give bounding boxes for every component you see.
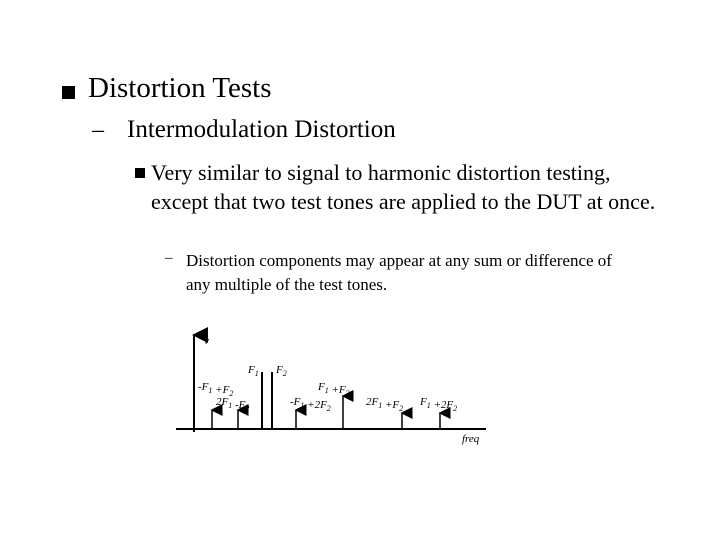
x-axis-label: freq [462, 433, 480, 445]
heading-distortion-tests: Distortion Tests [88, 72, 272, 104]
component-labels [198, 364, 457, 413]
component-label: $2F_1 +F_2$ [366, 396, 404, 413]
component-label: $-F_1 +F_2$ [198, 381, 234, 398]
bullet-text-similar: Very similar to signal to harmonic distortion testing, except that two test tones are applied to the DUT at once. [151, 160, 656, 214]
y-axis-label: v [204, 335, 209, 347]
component-label: $2F_1$ $-F_2$ [216, 396, 250, 413]
dash-bullet-icon: – [92, 117, 104, 143]
component-label: $F_1$ [248, 364, 259, 378]
component-label: $-F_1 +2F_2$ [290, 396, 331, 413]
component-label: $F_1 +2F_2$ [420, 396, 458, 413]
dash-bullet-icon: – [165, 250, 173, 266]
component-label: $F_1 +F_2$ [318, 381, 350, 398]
component-label: $F_2$ [276, 364, 287, 378]
subheading-intermodulation: Intermodulation Distortion [127, 116, 396, 143]
bullet-text-components: Distortion components may appear at any sum or difference of any multiple of the test tones. [186, 251, 612, 294]
